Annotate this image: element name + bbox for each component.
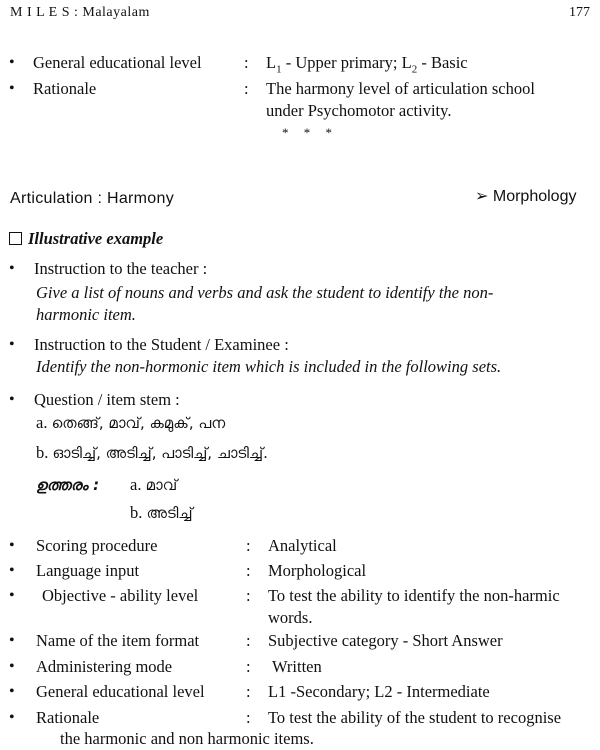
bullet: • xyxy=(9,54,15,71)
teacher-label: Instruction to the teacher : xyxy=(34,259,208,278)
item-label: Scoring procedure xyxy=(36,536,158,555)
item-value: L1 -Secondary; L2 - Intermediate xyxy=(268,682,490,701)
colon: : xyxy=(246,708,251,727)
separator: * * * xyxy=(282,125,338,140)
bullet: • xyxy=(9,80,15,97)
colon: : xyxy=(246,561,251,580)
set-a: a. തെങ്ങ്, മാവ്, കമുക്, പന xyxy=(36,413,226,432)
page-number: 177 xyxy=(569,5,590,20)
item-value: $L_1$ - Upper primary; $L_2$ - Basic xyxy=(266,53,468,76)
bullet: • xyxy=(9,391,15,408)
bullet: • xyxy=(9,683,15,700)
item-label: Language input xyxy=(36,561,140,580)
running-title: M I L E S : Malayalam xyxy=(10,5,150,20)
colon: : xyxy=(246,682,251,701)
item-label: Rationale xyxy=(33,79,97,98)
checkbox-icon xyxy=(9,232,22,245)
item-label: Name of the item format xyxy=(36,631,200,650)
bullet: • xyxy=(9,260,15,277)
bullet: • xyxy=(9,562,15,579)
item-value: Morphological xyxy=(268,561,367,580)
bullet: • xyxy=(9,537,15,554)
answer-a: a. മാവ് xyxy=(130,475,178,494)
item-value: Written xyxy=(272,657,322,676)
colon: : xyxy=(244,53,249,72)
set-b: b. ഓടിച്ച്, അടിച്ച്, പാടിച്ച്, ചാടിച്ച്. xyxy=(36,443,268,462)
item-value: To test the ability to identify the non-harmic words. xyxy=(268,586,560,628)
item-label: Objective - ability level xyxy=(42,586,199,605)
colon: : xyxy=(244,79,249,98)
item-value: To test the ability of the student to recognise xyxy=(268,708,562,727)
colon: : xyxy=(246,631,251,650)
bullet: • xyxy=(9,336,15,353)
student-text: Identify the non-hormonic item which is included in the following sets. xyxy=(36,357,502,376)
bullet: • xyxy=(9,658,15,675)
item-value: Subjective category - Short Answer xyxy=(268,631,503,650)
section-tag-label: Morphology xyxy=(492,188,577,205)
student-label: Instruction to the Student / Examinee : xyxy=(34,335,289,354)
section-title: Articulation : Harmony xyxy=(10,190,174,207)
teacher-text: Give a list of nouns and verbs and ask the student to identify the non-harmonic item. xyxy=(36,283,494,325)
bullet: • xyxy=(9,632,15,649)
colon: : xyxy=(246,536,251,555)
item-value: The harmony level of articulation school under Psychomotor activity. xyxy=(266,79,535,121)
arrow-icon: ➢ xyxy=(475,188,489,205)
bullet: • xyxy=(9,709,15,726)
rationale-continuation: the harmonic and non harmonic items. xyxy=(60,729,314,748)
item-label: General educational level xyxy=(36,682,205,701)
colon: : xyxy=(246,586,251,605)
answer-label: ഉത്തരം : xyxy=(36,476,100,494)
item-label: Administering mode xyxy=(36,657,173,676)
answer-b: b. അടിച്ച് xyxy=(130,503,193,522)
section-tag xyxy=(475,186,576,208)
question-label: Question / item stem : xyxy=(34,390,180,409)
item-label: General educational level xyxy=(33,53,202,72)
item-label: Rationale xyxy=(36,708,100,727)
colon: : xyxy=(246,657,251,676)
bullet: • xyxy=(9,587,15,604)
example-heading: Illustrative example xyxy=(9,228,163,250)
item-value: Analytical xyxy=(268,536,337,555)
